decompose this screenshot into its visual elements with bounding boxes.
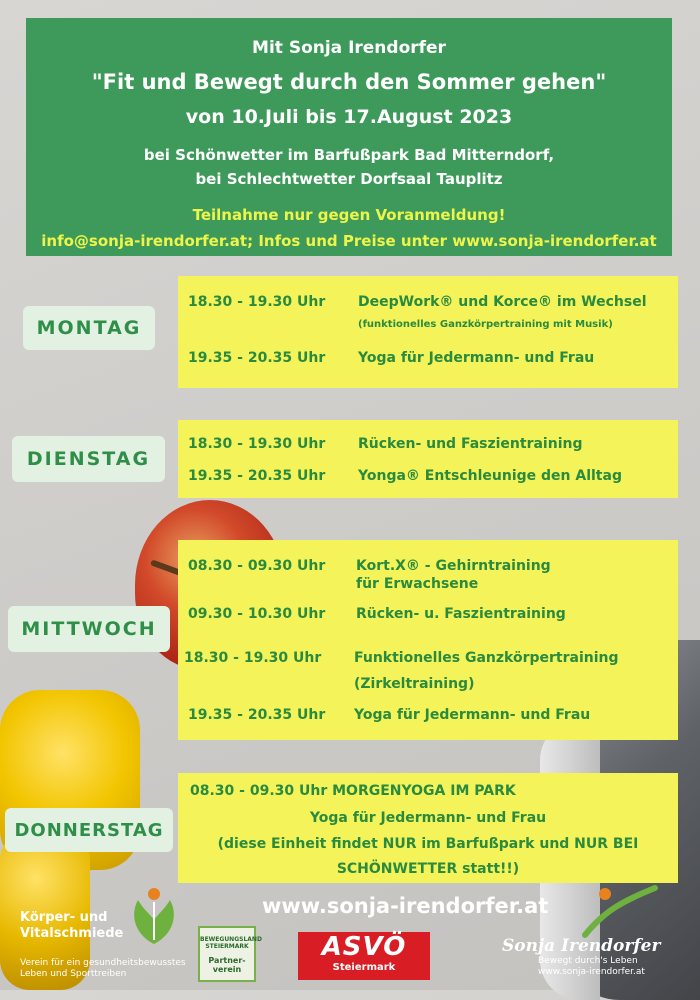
sonja-tag-line1: Bewegt durch's Leben bbox=[538, 956, 638, 966]
session-note: (diese Einheit findet NUR im Barfußpark und NUR BEI bbox=[217, 836, 639, 852]
vitalschmiede-leaf-icon bbox=[128, 884, 180, 948]
session-desc: Yoga für Jedermann- und Frau bbox=[309, 810, 547, 826]
session-desc: DeepWork® und Korce® im Wechsel bbox=[358, 294, 647, 310]
footer-url[interactable]: www.sonja-irendorfer.at bbox=[262, 894, 549, 918]
session-time: 18.30 - 19.30 Uhr bbox=[188, 294, 326, 310]
logo-tagline-line1: Verein für ein gesundheitsbewusstes bbox=[20, 958, 186, 968]
session-note-cont: SCHÖNWETTER statt!!) bbox=[336, 861, 520, 877]
session-time: 19.35 - 20.35 Uhr bbox=[188, 468, 326, 484]
header-banner bbox=[26, 18, 672, 256]
partner-line3: Partner- bbox=[208, 956, 246, 965]
contact-line: info@sonja-irendorfer.at; Infos und Preise unter www.sonja-irendorfer.at bbox=[41, 232, 657, 250]
sonja-logo-name: Sonja Irendorfer bbox=[502, 936, 661, 956]
session-desc: Funktionelles Ganzkörpertraining bbox=[354, 650, 619, 666]
session-desc-cont: (Zirkeltraining) bbox=[354, 676, 475, 692]
session-time: 08.30 - 09.30 Uhr bbox=[188, 558, 326, 574]
asvo-logo bbox=[298, 932, 430, 980]
vitalschmiede-logo-tagline bbox=[20, 958, 186, 980]
session-time: 09.30 - 10.30 Uhr bbox=[188, 606, 326, 622]
day-label-mittwoch: MITTWOCH bbox=[8, 606, 170, 652]
vitalschmiede-logo-title bbox=[20, 910, 123, 942]
sonja-logo-tagline bbox=[538, 956, 645, 978]
bewegungsland-partner-logo bbox=[198, 926, 262, 982]
session-desc-cont: für Erwachsene bbox=[356, 576, 479, 592]
sonja-logo-swoosh-icon bbox=[565, 880, 665, 940]
session-desc: Kort.X® - Gehirntraining bbox=[356, 558, 551, 574]
partner-line2: STEIERMARK bbox=[205, 943, 249, 950]
session-time: 19.35 - 20.35 Uhr bbox=[188, 350, 326, 366]
session-desc: Rücken- u. Faszientraining bbox=[356, 606, 566, 622]
asvo-logo-text: ASVÖ bbox=[321, 932, 407, 962]
schedule-box-montag bbox=[178, 276, 678, 388]
registration-note: Teilnahme nur gegen Voranmeldung! bbox=[192, 206, 506, 224]
session-desc: Yoga für Jedermann- und Frau bbox=[358, 350, 595, 366]
schedule-box-mittwoch bbox=[178, 540, 678, 740]
session-subdesc: (funktionelles Ganzkörpertraining mit Musik) bbox=[358, 319, 613, 330]
session-desc: Yoga für Jedermann- und Frau bbox=[354, 707, 591, 723]
partner-line1: BEWEGUNGSLAND bbox=[200, 936, 262, 943]
day-label-montag: MONTAG bbox=[23, 306, 155, 350]
logo-title-line2: Vitalschmiede bbox=[20, 926, 124, 941]
session-time: 18.30 - 19.30 Uhr bbox=[188, 436, 326, 452]
day-label-donnerstag: DONNERSTAG bbox=[5, 808, 173, 852]
partner-line4: verein bbox=[212, 965, 242, 974]
schedule-box-dienstag bbox=[178, 420, 678, 498]
location-good-weather: bei Schönwetter im Barfußpark Bad Mitterndorf, bbox=[143, 146, 555, 164]
logo-title-line1: Körper- und bbox=[20, 910, 108, 925]
logo-tagline-line2: Leben und Sporttreiben bbox=[20, 969, 127, 979]
session-time: 18.30 - 19.30 Uhr bbox=[184, 650, 322, 666]
date-range: von 10.Juli bis 17.August 2023 bbox=[185, 106, 513, 128]
asvo-logo-sub: Steiermark bbox=[332, 962, 396, 973]
location-bad-weather: bei Schlechtwetter Dorfsaal Tauplitz bbox=[195, 170, 503, 188]
sonja-tag-line2: www.sonja-irendorfer.at bbox=[538, 967, 645, 977]
session-desc: Rücken- und Faszientraining bbox=[358, 436, 583, 452]
session-time-and-title: 08.30 - 09.30 Uhr MORGENYOGA IM PARK bbox=[190, 783, 516, 799]
instructor-line: Mit Sonja Irendorfer bbox=[252, 38, 446, 58]
session-desc: Yonga® Entschleunige den Alltag bbox=[358, 468, 622, 484]
schedule-box-donnerstag bbox=[178, 773, 678, 883]
day-label-dienstag: DIENSTAG bbox=[12, 436, 165, 482]
event-title: "Fit und Bewegt durch den Sommer gehen" bbox=[91, 70, 607, 94]
session-time: 19.35 - 20.35 Uhr bbox=[188, 707, 326, 723]
